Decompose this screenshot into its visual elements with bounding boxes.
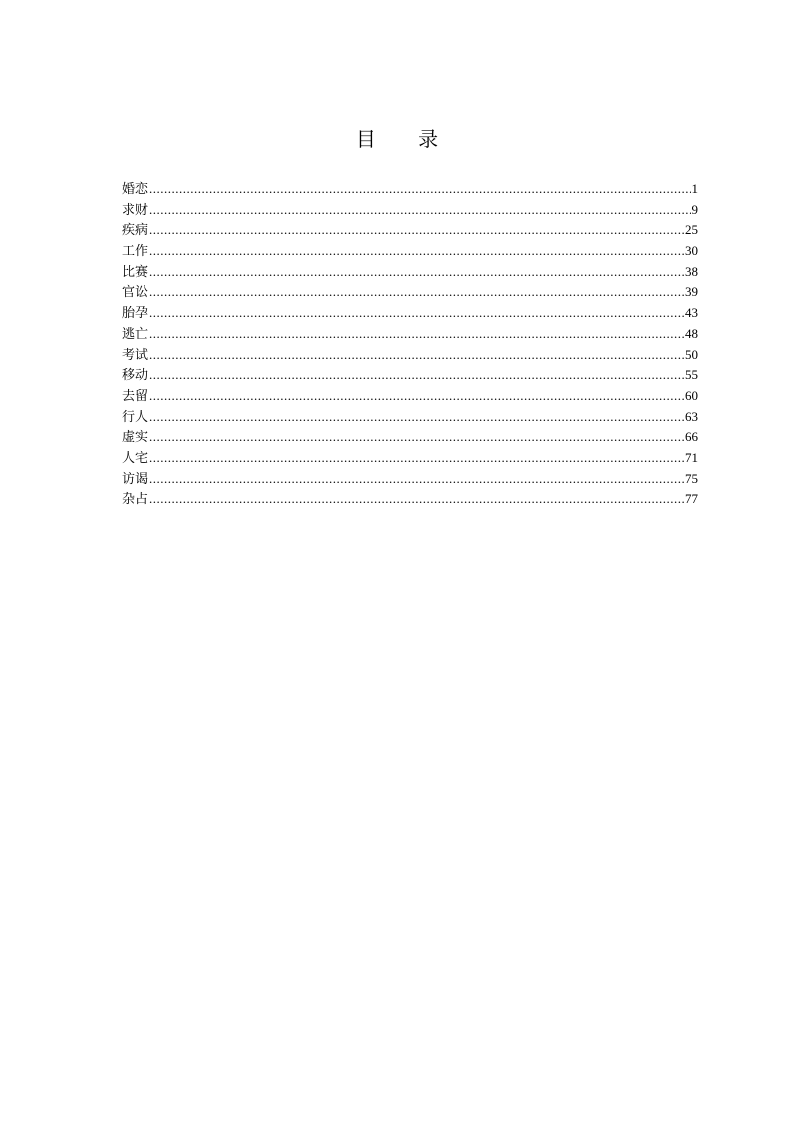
toc-title: 目 录 [355, 127, 457, 151]
toc-entry-label: 杂占 [122, 492, 149, 508]
toc-entry-label: 求财 [122, 202, 149, 218]
toc-entry-label: 比赛 [122, 264, 149, 280]
toc-entry-page: 25 [685, 222, 698, 238]
toc-entry-label: 虚实 [122, 430, 149, 446]
toc-entry-page: 66 [685, 429, 698, 445]
toc-dot-leader [149, 448, 684, 469]
toc-dot-leader [149, 345, 684, 366]
toc-entry-1[interactable] [122, 179, 698, 200]
toc-list [122, 179, 698, 510]
toc-entry-9[interactable] [122, 345, 698, 366]
toc-dot-leader [149, 365, 684, 386]
toc-entry-page: 48 [685, 325, 698, 341]
toc-entry-8[interactable] [122, 324, 698, 345]
toc-dot-leader [149, 386, 684, 407]
toc-entry-page: 38 [685, 263, 698, 279]
toc-dot-leader [149, 489, 684, 510]
toc-entry-3[interactable] [122, 220, 698, 241]
toc-entry-label: 胎孕 [122, 306, 149, 322]
toc-dot-leader [149, 262, 684, 283]
toc-dot-leader [149, 407, 684, 428]
toc-dot-leader [149, 282, 684, 303]
toc-entry-12[interactable] [122, 407, 698, 428]
toc-entry-page: 75 [685, 470, 698, 486]
toc-entry-label: 工作 [122, 244, 149, 260]
toc-dot-leader [149, 220, 684, 241]
toc-dot-leader [149, 427, 684, 448]
toc-dot-leader [149, 241, 684, 262]
toc-entry-7[interactable] [122, 303, 698, 324]
toc-entry-label: 逃亡 [122, 326, 149, 342]
toc-dot-leader [149, 324, 684, 345]
toc-entry-13[interactable] [122, 427, 698, 448]
toc-entry-label: 去留 [122, 388, 149, 404]
toc-dot-leader [149, 200, 690, 221]
toc-entry-page: 30 [685, 243, 698, 259]
toc-entry-2[interactable] [122, 200, 698, 221]
toc-dot-leader [149, 179, 690, 200]
toc-entry-6[interactable] [122, 282, 698, 303]
toc-entry-label: 移动 [122, 368, 149, 384]
toc-entry-label: 访谒 [122, 471, 149, 487]
toc-entry-15[interactable] [122, 469, 698, 490]
toc-entry-page: 71 [685, 449, 698, 465]
toc-entry-label: 人宅 [122, 450, 149, 466]
toc-entry-14[interactable] [122, 448, 698, 469]
toc-entry-label: 疾病 [122, 223, 149, 239]
toc-entry-label: 考试 [122, 347, 149, 363]
toc-entry-page: 60 [685, 387, 698, 403]
toc-entry-page: 77 [685, 491, 698, 507]
toc-entry-page: 39 [685, 284, 698, 300]
toc-entry-10[interactable] [122, 365, 698, 386]
toc-dot-leader [149, 469, 684, 490]
toc-entry-page: 50 [685, 346, 698, 362]
toc-entry-4[interactable] [122, 241, 698, 262]
toc-entry-page: 1 [691, 181, 698, 196]
toc-entry-page: 55 [685, 367, 698, 383]
toc-entry-label: 行人 [122, 409, 149, 425]
toc-entry-label: 官讼 [122, 285, 149, 301]
toc-entry-5[interactable] [122, 262, 698, 283]
toc-entry-page: 63 [685, 408, 698, 424]
toc-entry-page: 43 [685, 305, 698, 321]
toc-entry-16[interactable] [122, 489, 698, 510]
toc-entry-label: 婚恋 [122, 182, 149, 197]
toc-entry-11[interactable] [122, 386, 698, 407]
toc-entry-page: 9 [691, 201, 698, 217]
toc-dot-leader [149, 303, 684, 324]
